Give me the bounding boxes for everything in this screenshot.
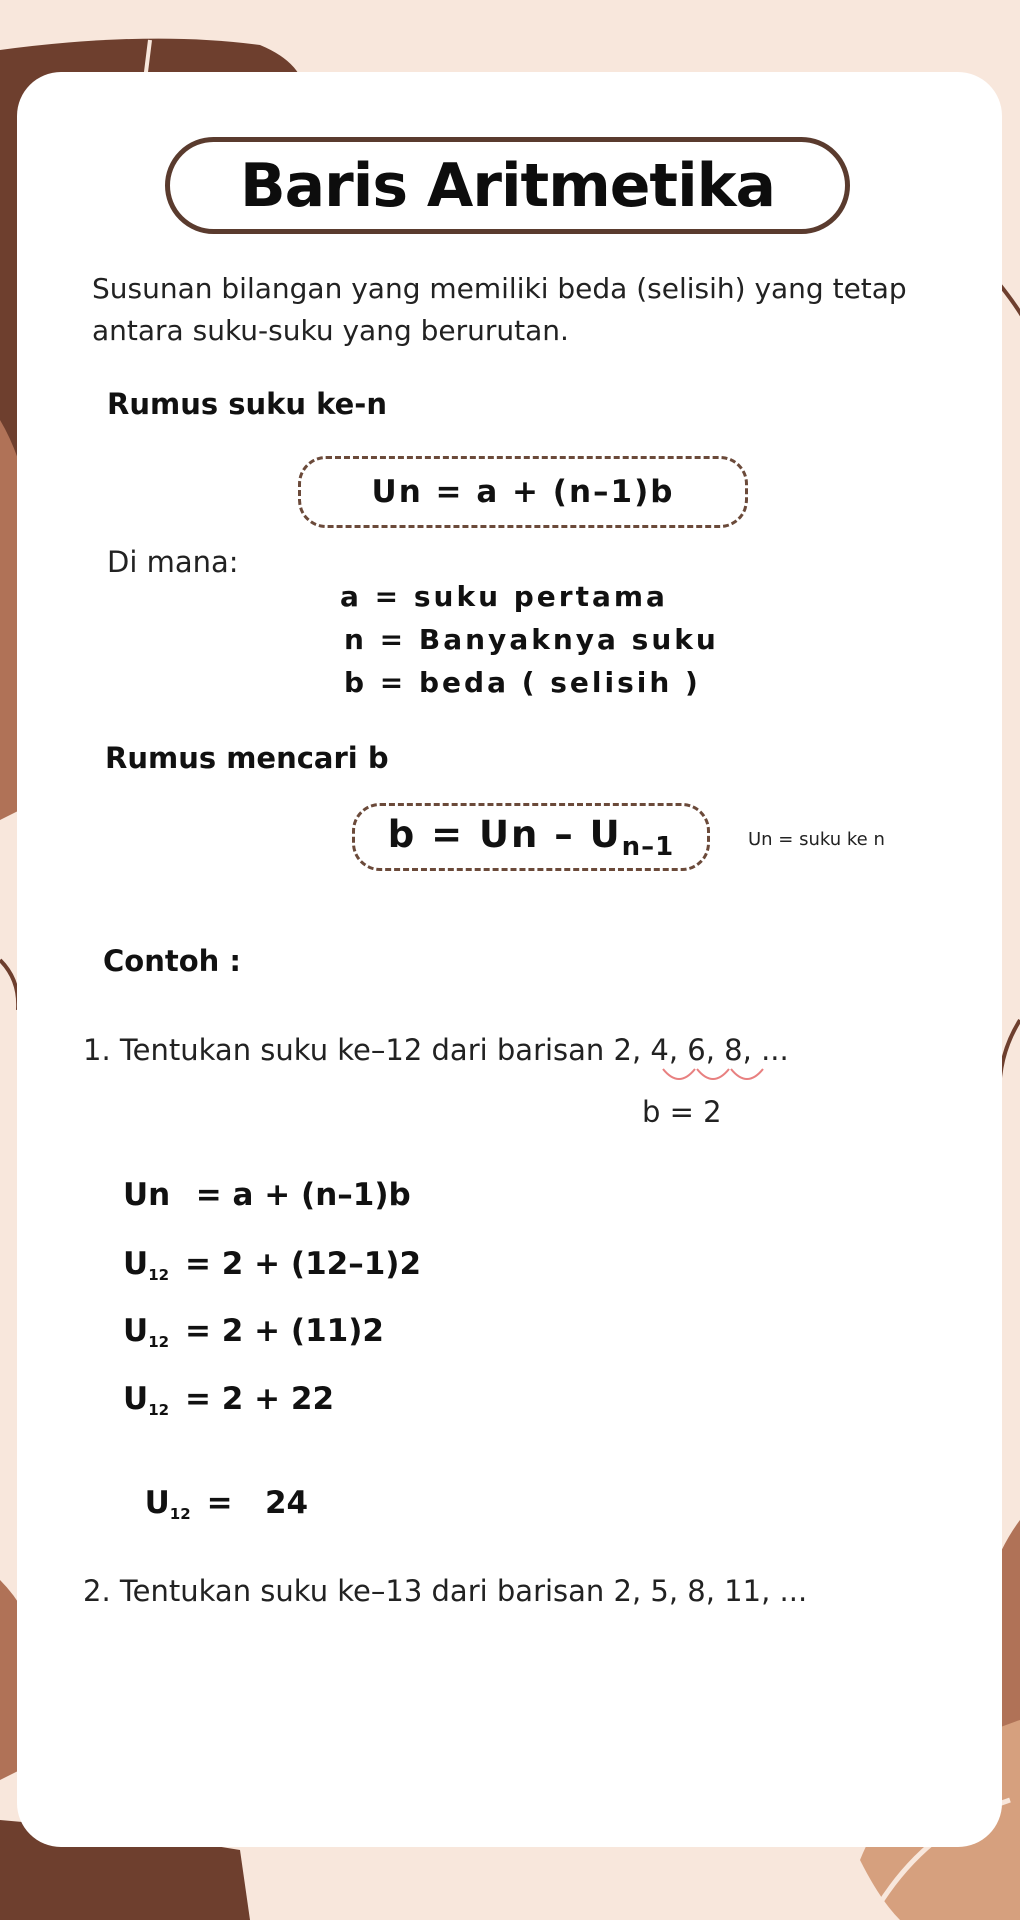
step-rhs: = 2 + (12–1)2 [185,1246,422,1282]
formula-b-box [352,803,710,871]
formula-b-subscript: n–1 [621,831,675,862]
where-label: Di mana: [107,545,239,579]
step-rhs: = 2 + (11)2 [185,1313,384,1349]
formula-b-note: Un = suku ke n [748,829,885,850]
intro-line-1: Susunan bilangan yang memiliki beda (selisih) yang tetap [92,272,907,305]
arc-2 [697,1069,729,1079]
arc-1 [663,1069,695,1079]
heading-contoh: Contoh : [103,944,241,978]
b-result: b = 2 [642,1095,722,1129]
definition-a: a = suku pertama [340,580,668,613]
step-lhs: $U_{12}$ [123,1313,170,1351]
formula-b-main: b = Un – U [387,812,622,856]
intro-line-2: antara suku-suku yang berurutan. [92,314,569,347]
step-lhs: Un [123,1177,171,1213]
right-arc-line-mid [999,1020,1020,1110]
definition-b: b = beda ( selisih ) [344,666,701,699]
step-row [123,1177,411,1215]
step-rhs: = 2 + 22 [185,1381,335,1417]
title-pill [165,137,850,234]
step-row [123,1381,334,1419]
question-2: 2. Tentukan suku ke–13 dari barisan 2, 5, 8, 11, ... [83,1574,808,1608]
arc-3 [731,1069,763,1079]
step-row [123,1246,421,1284]
step-row [123,1313,384,1351]
step-lhs: $U_{12}$ [123,1246,170,1284]
step-row [123,1449,308,1523]
formula-un: Un = a + (n–1)b [371,474,675,510]
step-rhs: = a + (n–1)b [185,1177,411,1213]
difference-arcs [655,1065,775,1089]
intro-text [92,268,922,352]
page-title: Baris Aritmetika [239,150,776,221]
formula-un-box [298,456,748,528]
question-1: 1. Tentukan suku ke–12 dari barisan 2, 4, 6, 8, ... [83,1033,789,1067]
left-arc-line-mid [0,960,18,1010]
heading-rumus-suku: Rumus suku ke-n [107,387,387,421]
formula-b [388,813,675,862]
heading-rumus-b: Rumus mencari b [105,741,389,775]
definition-n: n = Banyaknya suku [344,623,719,656]
step-rhs: = 24 [206,1485,309,1521]
step-lhs: $U_{12}$ [123,1381,170,1419]
right-arc-line-top [1000,285,1020,330]
step-lhs: $U_{12}$ [144,1485,191,1523]
